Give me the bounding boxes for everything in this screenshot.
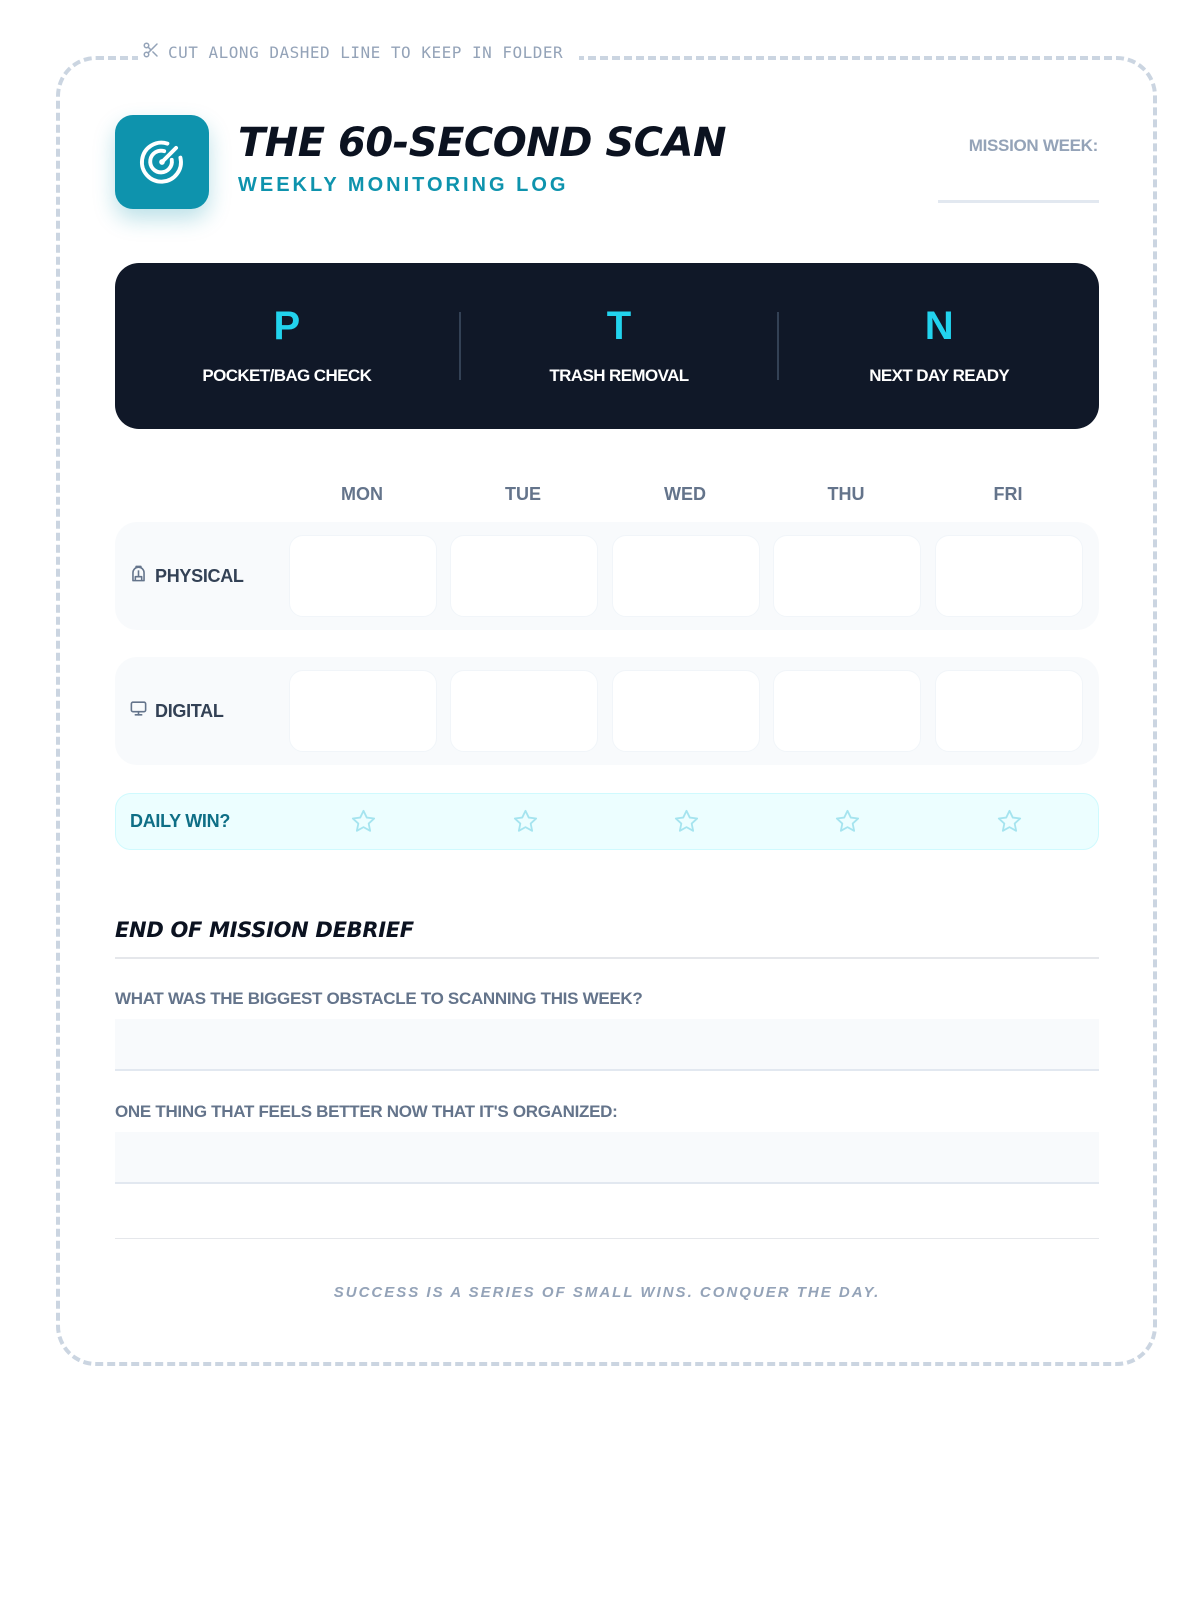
physical-row-label bbox=[129, 522, 244, 630]
physical-cell-thu[interactable] bbox=[773, 535, 921, 617]
physical-cell-fri[interactable] bbox=[935, 535, 1083, 617]
day-header-thu: THU bbox=[827, 484, 865, 504]
legend-panel bbox=[115, 263, 1099, 429]
day-header-tue: TUE bbox=[505, 484, 541, 504]
star-outline-icon[interactable] bbox=[673, 808, 700, 835]
digital-row bbox=[115, 657, 1099, 765]
physical-cell-tue[interactable] bbox=[450, 535, 598, 617]
legend-label: TRASH REMOVAL bbox=[549, 366, 689, 385]
physical-cell-mon[interactable] bbox=[289, 535, 437, 617]
daily-win-row bbox=[115, 793, 1099, 850]
divider bbox=[115, 957, 1099, 959]
physical-label-text: PHYSICAL bbox=[155, 565, 244, 586]
digital-label-text: DIGITAL bbox=[155, 700, 224, 721]
legend-item-next-day bbox=[779, 263, 1099, 429]
star-outline-icon[interactable] bbox=[996, 808, 1023, 835]
digital-row-label bbox=[129, 657, 224, 765]
legend-letter: T bbox=[606, 304, 632, 348]
legend-label: POCKET/BAG CHECK bbox=[202, 366, 372, 385]
daily-win-label: DAILY WIN? bbox=[130, 811, 231, 831]
star-outline-icon[interactable] bbox=[350, 808, 377, 835]
scissors-icon bbox=[142, 41, 160, 63]
day-header-fri: FRI bbox=[993, 484, 1023, 504]
day-header-wed: WED bbox=[664, 484, 706, 504]
star-outline-icon[interactable] bbox=[512, 808, 539, 835]
digital-cell-tue[interactable] bbox=[450, 670, 598, 752]
answer-field-obstacle[interactable] bbox=[115, 1019, 1099, 1071]
cut-instruction bbox=[138, 40, 579, 64]
mission-week-field[interactable] bbox=[938, 200, 1099, 203]
digital-cell-fri[interactable] bbox=[935, 670, 1083, 752]
legend-item-pocket bbox=[115, 263, 459, 429]
question-obstacle: WHAT WAS THE BIGGEST OBSTACLE TO SCANNING THIS WEEK? bbox=[115, 989, 643, 1008]
answer-field-organized[interactable] bbox=[115, 1132, 1099, 1184]
backpack-icon bbox=[129, 564, 148, 588]
physical-row bbox=[115, 522, 1099, 630]
footer-quote: SUCCESS IS A SERIES OF SMALL WINS. CONQUER THE DAY. bbox=[333, 1284, 881, 1301]
cut-instruction-text: CUT ALONG DASHED LINE TO KEEP IN FOLDER bbox=[168, 42, 564, 62]
legend-letter: P bbox=[273, 304, 301, 348]
day-header-mon: MON bbox=[341, 484, 383, 504]
physical-cell-wed[interactable] bbox=[612, 535, 760, 617]
legend-label: NEXT DAY READY bbox=[869, 366, 1010, 385]
monitor-icon bbox=[129, 699, 148, 723]
digital-cell-thu[interactable] bbox=[773, 670, 921, 752]
legend-item-trash bbox=[461, 263, 778, 429]
divider bbox=[115, 1238, 1099, 1239]
mission-week-label: MISSION WEEK: bbox=[968, 136, 1098, 155]
star-outline-icon[interactable] bbox=[834, 808, 861, 835]
page-subtitle: WEEKLY MONITORING LOG bbox=[238, 174, 569, 196]
legend-letter: N bbox=[924, 304, 954, 348]
page-title: THE 60-SECOND SCAN bbox=[238, 120, 726, 166]
radar-icon bbox=[115, 115, 209, 209]
digital-cell-mon[interactable] bbox=[289, 670, 437, 752]
digital-cell-wed[interactable] bbox=[612, 670, 760, 752]
question-organized: ONE THING THAT FEELS BETTER NOW THAT IT'S ORGANIZED: bbox=[115, 1102, 618, 1121]
debrief-title: END OF MISSION DEBRIEF bbox=[115, 918, 414, 942]
